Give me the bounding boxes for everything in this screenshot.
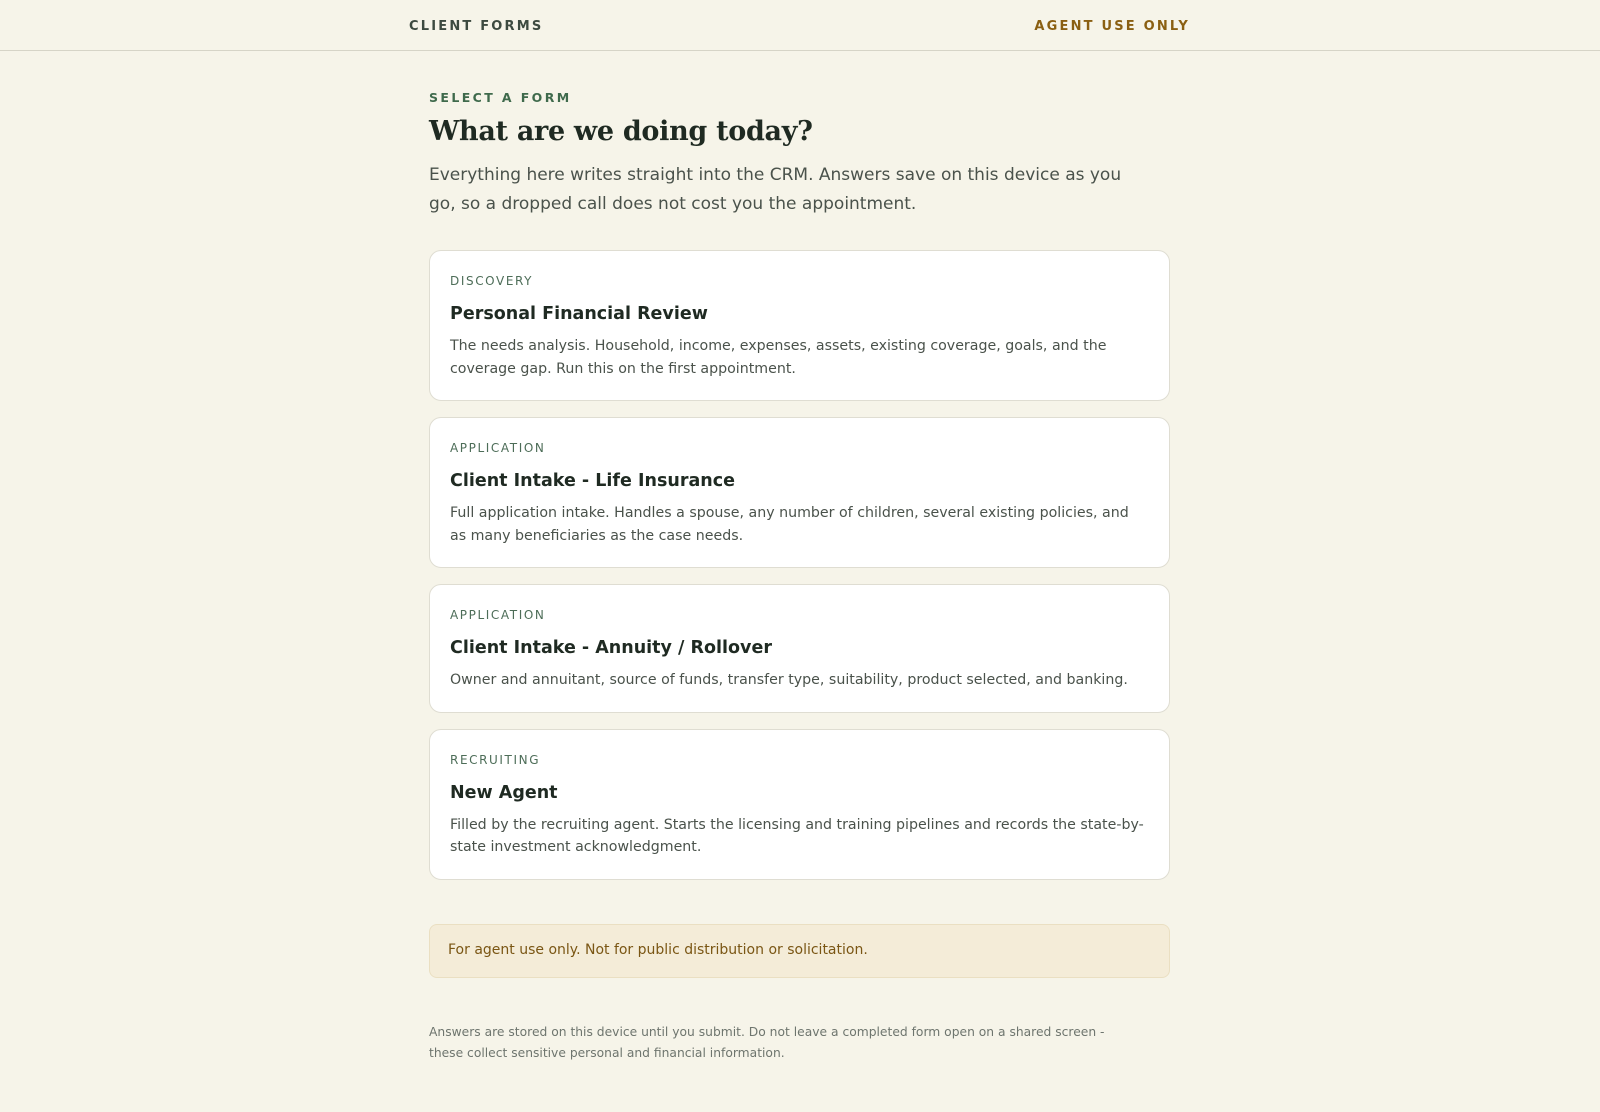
agent-use-only-badge: AGENT USE ONLY: [1034, 19, 1190, 34]
form-card-new-agent[interactable]: [429, 729, 1170, 880]
brand-label: CLIENT FORMS: [409, 19, 544, 34]
card-title: Personal Financial Review: [450, 304, 708, 324]
card-category: APPLICATION: [450, 608, 546, 622]
form-card-client-intake-annuity[interactable]: [429, 584, 1170, 713]
page-title: What are we doing today?: [429, 116, 813, 147]
form-card-personal-financial-review[interactable]: [429, 250, 1170, 401]
form-card-client-intake-life[interactable]: [429, 417, 1170, 568]
card-title: Client Intake - Life Insurance: [450, 471, 735, 491]
agent-use-notice: For agent use only. Not for public distribution or solicitation.: [429, 924, 1170, 978]
card-category: DISCOVERY: [450, 274, 534, 288]
page-intro: Everything here writes straight into the CRM. Answers save on this device as you go, so a dropped call does not cost you the appointment.: [429, 165, 1122, 214]
form-card-list: [429, 250, 1170, 880]
card-description: The needs analysis. Household, income, expenses, assets, existing coverage, goals, and the coverage gap. Run this on the first appointment.: [450, 338, 1107, 377]
top-bar: [0, 0, 1600, 51]
card-category: RECRUITING: [450, 752, 541, 767]
card-description: Owner and annuitant, source of funds, transfer type, suitability, product selected, and banking.: [450, 672, 1128, 688]
main-content: [429, 51, 1170, 1065]
privacy-footnote: Answers are stored on this device until you submit. Do not leave a completed form open on a shared screen - these collect sensitive personal and financial information.: [429, 1024, 1105, 1060]
card-title: New Agent: [450, 782, 558, 803]
card-description: Full application intake. Handles a spouse, any number of children, several existing policies, and as many beneficiaries as the case needs.: [450, 505, 1129, 544]
card-category: APPLICATION: [450, 441, 546, 455]
section-eyebrow: SELECT A FORM: [429, 90, 572, 105]
card-title: Client Intake - Annuity / Rollover: [450, 638, 772, 658]
card-description: Filled by the recruiting agent. Starts the licensing and training pipelines and records the state-by-state investment acknowledgment.: [450, 816, 1144, 855]
